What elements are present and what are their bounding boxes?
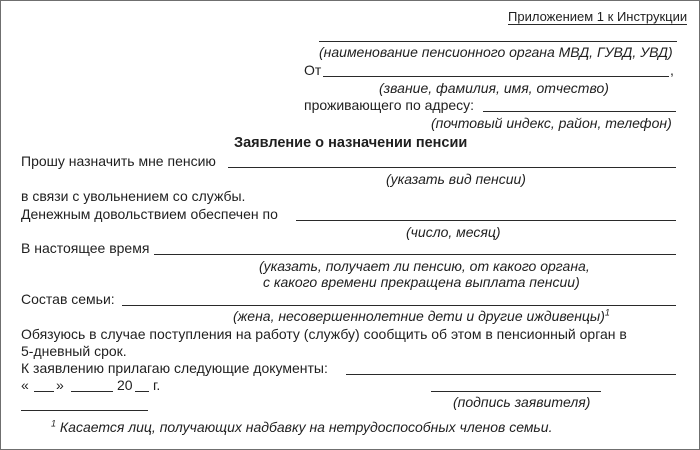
footnote-marker: 1 bbox=[51, 418, 57, 429]
date-open-quote: « bbox=[21, 377, 29, 393]
dismissal-text: в связи с увольнением со службы. bbox=[21, 188, 246, 204]
family-hint-footnote-marker: 1 bbox=[604, 307, 610, 318]
request-label: Прошу назначить мне пенсию bbox=[21, 153, 216, 169]
residing-hint: (почтовый индекс, район, телефон) bbox=[431, 115, 672, 131]
footnote-divider bbox=[21, 410, 148, 411]
date-day-line bbox=[34, 391, 54, 392]
present-label: В настоящее время bbox=[21, 240, 150, 256]
from-hint: (звание, фамилия, имя, отчество) bbox=[379, 80, 609, 96]
present-hint-2: с какого времени прекращена выплата пенсии) bbox=[263, 274, 580, 290]
family-hint: (жена, несовершеннолетние дети и другие иждивенцы)$^1$ bbox=[233, 307, 610, 324]
attach-line bbox=[346, 374, 676, 375]
document-title: Заявление о назначении пенсии bbox=[234, 135, 468, 151]
pension-authority-hint: (наименование пенсионного органа МВД, ГУВД, УВД) bbox=[319, 44, 673, 60]
signature-hint: (подпись заявителя) bbox=[453, 394, 591, 410]
footnote-text: Касается лиц, получающих надбавку на нетрудоспособных членов семьи. bbox=[59, 419, 553, 435]
date-year: 20 bbox=[117, 377, 133, 393]
present-line bbox=[154, 254, 676, 255]
from-line bbox=[323, 76, 669, 77]
allowance-line bbox=[296, 220, 676, 221]
date-close-quote: » bbox=[56, 377, 64, 393]
pension-authority-line bbox=[319, 41, 677, 42]
date-month-line bbox=[71, 391, 113, 392]
from-comma: , bbox=[670, 62, 674, 78]
obligation-line-2: 5-дневный срок. bbox=[21, 343, 127, 359]
allowance-label: Денежным довольствием обеспечен по bbox=[21, 206, 278, 222]
date-year-line bbox=[135, 391, 149, 392]
family-label: Состав семьи: bbox=[21, 291, 115, 307]
present-hint-1: (указать, получает ли пенсию, от какого органа, bbox=[259, 258, 590, 274]
date-suffix: г. bbox=[153, 377, 161, 393]
request-line bbox=[228, 167, 676, 168]
appendix-note: Приложением 1 к Инструкции bbox=[508, 9, 688, 24]
footnote bbox=[51, 419, 552, 435]
request-hint: (указать вид пенсии) bbox=[386, 171, 526, 187]
family-line bbox=[122, 305, 676, 306]
attach-label: К заявлению прилагаю следующие документы: bbox=[21, 360, 328, 376]
signature-line bbox=[431, 391, 601, 392]
residing-line bbox=[483, 111, 676, 112]
obligation-line-1: Обязуюсь в случае поступления на работу (службу) сообщить об этом в пенсионный орган в bbox=[21, 326, 627, 342]
allowance-hint: (число, месяц) bbox=[406, 224, 501, 240]
from-label: От bbox=[304, 62, 322, 78]
residing-label: проживающего по адресу: bbox=[304, 97, 475, 113]
